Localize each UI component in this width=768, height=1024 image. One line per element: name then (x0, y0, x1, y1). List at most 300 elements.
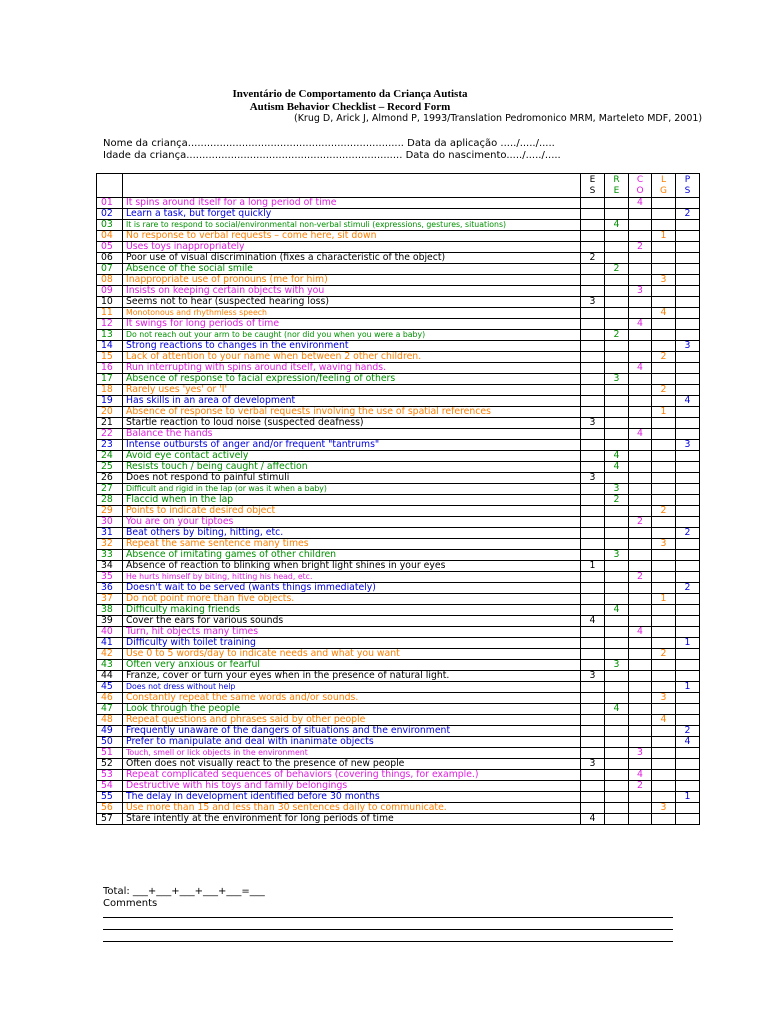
score-cell-empty (652, 341, 676, 352)
score-cell-empty (652, 264, 676, 275)
score-cell-empty (605, 781, 629, 792)
score-cell-empty (629, 341, 652, 352)
score-cell-empty (652, 220, 676, 231)
score-cell-empty (676, 451, 700, 462)
header-column-3 (652, 174, 676, 198)
item-score: 4 (605, 462, 629, 473)
score-cell-empty (676, 616, 700, 627)
header-blank-number (97, 174, 123, 198)
score-cell-empty (629, 660, 652, 671)
score-cell-empty (605, 583, 629, 594)
score-cell-empty (652, 374, 676, 385)
item-number: 09 (97, 286, 123, 297)
item-number: 47 (97, 704, 123, 715)
item-text: Do not reach out your arm to be caught (nor did you when you were a baby) (123, 330, 581, 341)
score-cell-empty (652, 792, 676, 803)
item-score: 4 (676, 396, 700, 407)
item-number: 38 (97, 605, 123, 616)
score-cell-empty (581, 748, 605, 759)
table-row (97, 649, 700, 660)
score-cell-empty (581, 583, 605, 594)
item-score: 2 (652, 649, 676, 660)
score-cell-empty (581, 286, 605, 297)
score-cell-empty (676, 231, 700, 242)
item-number: 11 (97, 308, 123, 319)
item-text: Points to indicate desired object (123, 506, 581, 517)
table-row (97, 561, 700, 572)
header-column-top: E (589, 174, 596, 185)
header-column-bottom: S (589, 185, 596, 196)
table-row (97, 616, 700, 627)
table-row (97, 660, 700, 671)
score-cell-empty (676, 363, 700, 374)
item-text: Absence of reaction to blinking when bright light shines in your eyes (123, 561, 581, 572)
score-cell-empty (605, 473, 629, 484)
score-cell-empty (605, 198, 629, 209)
table-header-row (97, 174, 700, 198)
score-cell-empty (605, 275, 629, 286)
title-portuguese: Inventário de Comportamento da Criança Autista (232, 88, 468, 100)
score-cell-empty (676, 748, 700, 759)
score-cell-empty (676, 253, 700, 264)
table-row (97, 396, 700, 407)
score-cell-empty (605, 308, 629, 319)
item-number: 03 (97, 220, 123, 231)
score-cell-empty (605, 440, 629, 451)
item-number: 53 (97, 770, 123, 781)
item-score: 2 (676, 528, 700, 539)
citation: (Krug D, Arick J, Almond P, 1993/Translation Pedromonico MRM, Marteleto MDF, 2001) (294, 113, 703, 124)
score-cell-empty (652, 550, 676, 561)
item-text: Repeat questions and phrases said by other people (123, 715, 581, 726)
item-text: Prefer to manipulate and deal with inanimate objects (123, 737, 581, 748)
item-score: 2 (629, 242, 652, 253)
score-cell-empty (652, 319, 676, 330)
score-cell-empty (652, 517, 676, 528)
item-number: 17 (97, 374, 123, 385)
table-row (97, 627, 700, 638)
score-cell-empty (652, 748, 676, 759)
score-cell-empty (652, 704, 676, 715)
comment-line (103, 941, 673, 942)
score-cell-empty (581, 220, 605, 231)
score-cell-empty (676, 429, 700, 440)
score-cell-empty (629, 396, 652, 407)
score-cell-empty (652, 451, 676, 462)
score-cell-empty (581, 451, 605, 462)
score-cell-empty (581, 627, 605, 638)
score-cell-empty (581, 484, 605, 495)
score-cell-empty (676, 242, 700, 253)
score-cell-empty (676, 297, 700, 308)
score-cell-empty (605, 616, 629, 627)
score-cell-empty (652, 583, 676, 594)
header-column-4 (676, 174, 700, 198)
score-cell-empty (581, 396, 605, 407)
score-cell-empty (676, 671, 700, 682)
item-text: Difficulty making friends (123, 605, 581, 616)
score-cell-empty (629, 528, 652, 539)
item-number: 05 (97, 242, 123, 253)
item-score: 4 (629, 770, 652, 781)
score-cell-empty (581, 440, 605, 451)
score-cell-empty (629, 737, 652, 748)
child-name-line: Nome da criança.................................................................... Data da aplicação ...../...../..... (103, 138, 555, 149)
score-cell-empty (605, 748, 629, 759)
header-column-bottom: G (660, 185, 667, 196)
score-cell-empty (581, 704, 605, 715)
score-cell-empty (676, 374, 700, 385)
score-cell-empty (581, 352, 605, 363)
table-row (97, 583, 700, 594)
item-text: Startle reaction to loud noise (suspected deafness) (123, 418, 581, 429)
item-text: Do not point more than five objects. (123, 594, 581, 605)
score-cell-empty (652, 396, 676, 407)
score-cell-empty (605, 561, 629, 572)
item-number: 21 (97, 418, 123, 429)
total-line: Total: ___+___+___+___+___=___ (103, 886, 265, 897)
header-column-bottom: O (636, 185, 644, 196)
score-cell-empty (605, 319, 629, 330)
score-cell-empty (676, 418, 700, 429)
item-score: 1 (652, 231, 676, 242)
item-score: 3 (676, 341, 700, 352)
item-number: 33 (97, 550, 123, 561)
score-cell-empty (581, 781, 605, 792)
item-score: 2 (652, 385, 676, 396)
item-score: 2 (676, 583, 700, 594)
table-row (97, 429, 700, 440)
item-text: Use 0 to 5 words/day to indicate needs and what you want (123, 649, 581, 660)
score-cell-empty (676, 264, 700, 275)
item-text: Uses toys inappropriately (123, 242, 581, 253)
table-row (97, 418, 700, 429)
score-cell-empty (605, 627, 629, 638)
item-number: 40 (97, 627, 123, 638)
item-score: 3 (676, 440, 700, 451)
item-number: 12 (97, 319, 123, 330)
score-cell-empty (676, 814, 700, 825)
item-score: 4 (629, 429, 652, 440)
score-cell-empty (605, 693, 629, 704)
score-cell-empty (629, 473, 652, 484)
item-score: 3 (629, 748, 652, 759)
item-text: Does not respond to painful stimuli (123, 473, 581, 484)
item-text: Difficulty with toilet training (123, 638, 581, 649)
item-number: 41 (97, 638, 123, 649)
header-column-top: R (613, 174, 620, 185)
item-score: 2 (629, 572, 652, 583)
score-cell-empty (581, 330, 605, 341)
item-text: Does not dress without help (123, 682, 581, 693)
item-text: Avoid eye contact actively (123, 451, 581, 462)
table-row (97, 682, 700, 693)
score-cell-empty (629, 275, 652, 286)
table-row (97, 748, 700, 759)
child-age-line: Idade da criança.................................................................... Data do nascimento...../...../..... (103, 150, 561, 161)
score-cell-empty (652, 561, 676, 572)
comment-line (103, 929, 673, 930)
item-score: 2 (605, 495, 629, 506)
item-text: Constantly repeat the same words and/or sounds. (123, 693, 581, 704)
score-cell-empty (676, 627, 700, 638)
score-cell-empty (652, 209, 676, 220)
item-score: 4 (652, 308, 676, 319)
score-cell-empty (581, 594, 605, 605)
item-score: 4 (629, 627, 652, 638)
checklist-table (96, 173, 700, 825)
item-number: 31 (97, 528, 123, 539)
score-cell-empty (676, 539, 700, 550)
item-text: It swings for long periods of time (123, 319, 581, 330)
item-score: 4 (629, 363, 652, 374)
item-number: 02 (97, 209, 123, 220)
score-cell-empty (652, 671, 676, 682)
item-score: 2 (581, 253, 605, 264)
item-text: Poor use of visual discrimination (fixes a characteristic of the object) (123, 253, 581, 264)
item-number: 25 (97, 462, 123, 473)
table-row (97, 594, 700, 605)
score-cell-empty (605, 770, 629, 781)
item-score: 3 (605, 374, 629, 385)
score-cell-empty (652, 627, 676, 638)
item-number: 24 (97, 451, 123, 462)
table-row (97, 550, 700, 561)
score-cell-empty (652, 330, 676, 341)
score-cell-empty (605, 528, 629, 539)
table-row (97, 528, 700, 539)
item-score: 1 (652, 407, 676, 418)
table-row (97, 792, 700, 803)
item-number: 23 (97, 440, 123, 451)
score-cell-empty (581, 539, 605, 550)
item-score: 3 (605, 550, 629, 561)
item-score: 4 (581, 814, 605, 825)
item-score: 1 (676, 682, 700, 693)
item-text: It spins around itself for a long period of time (123, 198, 581, 209)
item-text: Doesn't wait to be served (wants things immediately) (123, 583, 581, 594)
item-number: 08 (97, 275, 123, 286)
item-number: 26 (97, 473, 123, 484)
table-row (97, 726, 700, 737)
table-row (97, 374, 700, 385)
score-cell-empty (581, 231, 605, 242)
score-cell-empty (652, 253, 676, 264)
score-cell-empty (629, 693, 652, 704)
score-cell-empty (652, 473, 676, 484)
score-cell-empty (629, 539, 652, 550)
table-row (97, 517, 700, 528)
table-row (97, 770, 700, 781)
header-blank-text (123, 174, 581, 198)
score-cell-empty (581, 792, 605, 803)
item-score: 3 (581, 671, 605, 682)
score-cell-empty (676, 319, 700, 330)
item-number: 28 (97, 495, 123, 506)
item-number: 14 (97, 341, 123, 352)
item-number: 43 (97, 660, 123, 671)
score-cell-empty (581, 198, 605, 209)
item-score: 3 (605, 484, 629, 495)
item-text: Learn a task, but forget quickly (123, 209, 581, 220)
score-cell-empty (581, 770, 605, 781)
score-cell-empty (605, 385, 629, 396)
score-cell-empty (581, 682, 605, 693)
score-cell-empty (676, 594, 700, 605)
score-cell-empty (581, 550, 605, 561)
score-cell-empty (605, 506, 629, 517)
score-cell-empty (676, 462, 700, 473)
score-cell-empty (605, 341, 629, 352)
table-row (97, 693, 700, 704)
score-cell-empty (605, 429, 629, 440)
item-text: Turn, hit objects many times (123, 627, 581, 638)
score-cell-empty (629, 352, 652, 363)
item-number: 20 (97, 407, 123, 418)
score-cell-empty (652, 242, 676, 253)
item-text: Insists on keeping certain objects with you (123, 286, 581, 297)
item-text: Intense outbursts of anger and/or frequent "tantrums" (123, 440, 581, 451)
item-number: 06 (97, 253, 123, 264)
score-cell-empty (581, 275, 605, 286)
item-text: Absence of imitating games of other children (123, 550, 581, 561)
item-number: 15 (97, 352, 123, 363)
table-row (97, 473, 700, 484)
item-number: 57 (97, 814, 123, 825)
score-cell-empty (629, 506, 652, 517)
item-score: 3 (652, 539, 676, 550)
score-cell-empty (629, 253, 652, 264)
item-score: 1 (676, 638, 700, 649)
score-cell-empty (676, 759, 700, 770)
item-score: 4 (605, 451, 629, 462)
item-number: 32 (97, 539, 123, 550)
item-text: Balance the hands (123, 429, 581, 440)
score-cell-empty (629, 583, 652, 594)
item-score: 4 (605, 220, 629, 231)
item-text: Difficult and rigid in the lap (or was it when a baby) (123, 484, 581, 495)
score-cell-empty (629, 462, 652, 473)
table-row (97, 264, 700, 275)
item-number: 22 (97, 429, 123, 440)
table-row (97, 440, 700, 451)
score-cell-empty (629, 264, 652, 275)
table-row (97, 506, 700, 517)
score-cell-empty (605, 572, 629, 583)
item-number: 48 (97, 715, 123, 726)
score-cell-empty (629, 418, 652, 429)
score-cell-empty (676, 385, 700, 396)
table-row (97, 319, 700, 330)
item-number: 10 (97, 297, 123, 308)
score-cell-empty (629, 407, 652, 418)
score-cell-empty (605, 352, 629, 363)
score-cell-empty (652, 198, 676, 209)
score-cell-empty (605, 242, 629, 253)
score-cell-empty (629, 495, 652, 506)
item-text: Destructive with his toys and family belongings (123, 781, 581, 792)
item-number: 46 (97, 693, 123, 704)
table-row (97, 671, 700, 682)
item-text: No response to verbal requests – come here, sit down (123, 231, 581, 242)
item-score: 2 (605, 330, 629, 341)
item-score: 3 (652, 803, 676, 814)
score-cell-empty (581, 363, 605, 374)
table-row (97, 341, 700, 352)
item-number: 18 (97, 385, 123, 396)
score-cell-empty (629, 704, 652, 715)
score-cell-empty (581, 715, 605, 726)
header-column-bottom: S (684, 185, 691, 196)
item-score: 2 (629, 517, 652, 528)
item-text: Run interrupting with spins around itself, waving hands. (123, 363, 581, 374)
item-number: 51 (97, 748, 123, 759)
score-cell-empty (676, 330, 700, 341)
item-text: Inappropriate use of pronouns (me for him) (123, 275, 581, 286)
score-cell-empty (605, 517, 629, 528)
table-row (97, 781, 700, 792)
score-cell-empty (629, 231, 652, 242)
score-cell-empty (629, 682, 652, 693)
score-cell-empty (605, 407, 629, 418)
score-cell-empty (676, 308, 700, 319)
table-row (97, 484, 700, 495)
score-cell-empty (676, 781, 700, 792)
item-text: It is rare to respond to social/environmental non-verbal stimuli (expressions, gestures, situations) (123, 220, 581, 231)
header-column-1 (605, 174, 629, 198)
score-cell-empty (629, 649, 652, 660)
score-cell-empty (605, 209, 629, 220)
score-cell-empty (652, 429, 676, 440)
table-row (97, 803, 700, 814)
item-score: 2 (676, 726, 700, 737)
header-column-2 (629, 174, 652, 198)
item-score: 4 (676, 737, 700, 748)
score-cell-empty (605, 737, 629, 748)
score-cell-empty (605, 803, 629, 814)
score-cell-empty (629, 792, 652, 803)
score-cell-empty (676, 198, 700, 209)
table-row (97, 407, 700, 418)
item-score: 2 (652, 506, 676, 517)
table-row (97, 638, 700, 649)
table-row (97, 814, 700, 825)
score-cell-empty (581, 264, 605, 275)
item-text: The delay in development identified before 30 months (123, 792, 581, 803)
item-score: 1 (652, 594, 676, 605)
score-cell-empty (676, 770, 700, 781)
table-row (97, 451, 700, 462)
score-cell-empty (676, 693, 700, 704)
score-cell-empty (605, 231, 629, 242)
item-score: 2 (676, 209, 700, 220)
table-row (97, 462, 700, 473)
score-cell-empty (581, 726, 605, 737)
score-cell-empty (629, 638, 652, 649)
score-cell-empty (629, 308, 652, 319)
table-row (97, 242, 700, 253)
score-cell-empty (581, 605, 605, 616)
item-number: 01 (97, 198, 123, 209)
item-number: 19 (97, 396, 123, 407)
score-cell-empty (629, 803, 652, 814)
score-cell-empty (605, 671, 629, 682)
score-cell-empty (605, 594, 629, 605)
score-cell-empty (652, 495, 676, 506)
score-cell-empty (652, 770, 676, 781)
item-text: Absence of response to facial expression/feeling of others (123, 374, 581, 385)
item-number: 42 (97, 649, 123, 660)
